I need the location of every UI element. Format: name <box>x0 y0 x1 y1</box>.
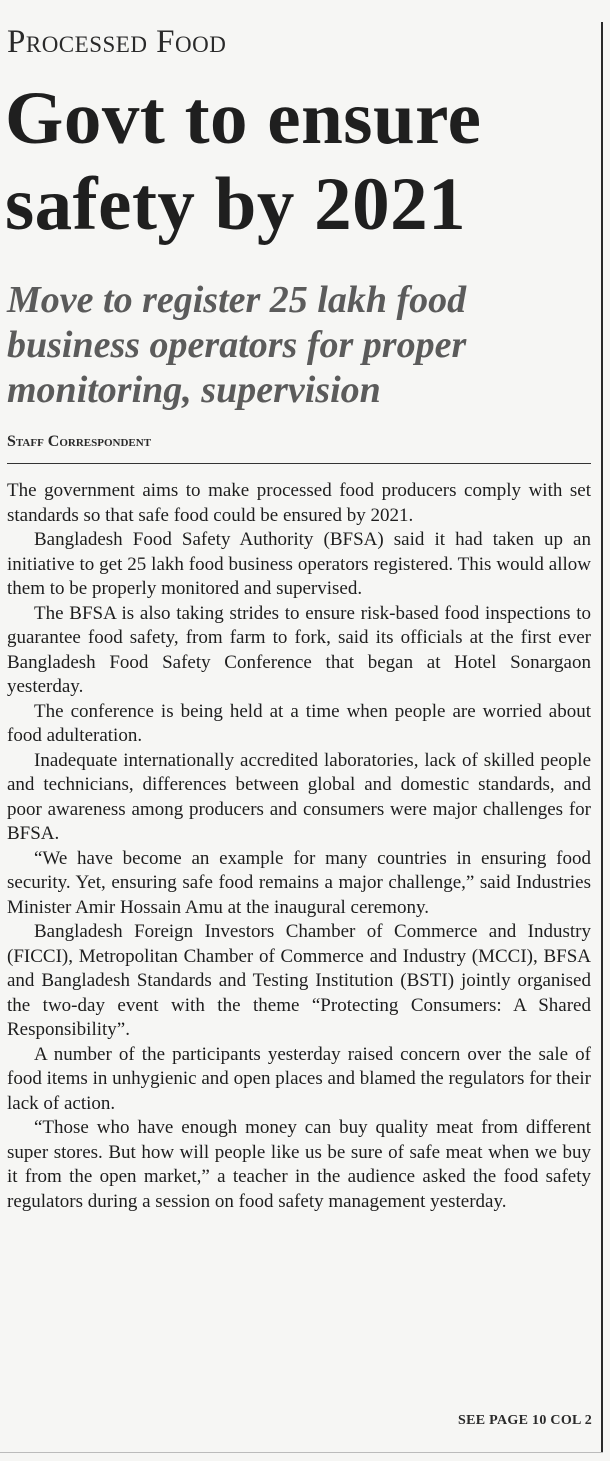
paragraph: The conference is being held at a time when people are worried about food adulteration. <box>7 700 591 746</box>
section-kicker: Processed Food <box>7 24 227 60</box>
paragraph: Inadequate internationally accredited laboratories, lack of skilled people and technicians, differences between global and domestic standards, and poor awareness among producers and consumers were major challenges for BFSA. <box>7 749 591 844</box>
paragraph: “We have become an example for many countries in ensuring food security. Yet, ensuring safe food remains a major challenge,” said Industries Minister Amir Hossain Amu at the inaugural ceremony. <box>7 847 591 918</box>
subheadline: Move to register 25 lakh food business operators for proper monitoring, supervision <box>7 279 467 411</box>
continued-on-page-link[interactable]: SEE PAGE 10 COL 2 <box>458 1413 592 1428</box>
column-rule <box>601 22 603 1452</box>
article-body <box>7 479 591 1214</box>
paragraph: The government aims to make processed food producers comply with set standards so that safe food could be ensured by 2021. <box>7 480 591 526</box>
byline: Staff Correspondent <box>7 433 152 450</box>
paragraph: “Those who have enough money can buy quality meat from different super stores. But how will people like us be sure of safe meat when we buy it from the open market,” a teacher in the audience asked the food safety regulators during a session on food safety management yesterday. <box>7 1117 591 1212</box>
paragraph: Bangladesh Foreign Investors Chamber of Commerce and Industry (FICCI), Metropolitan Chamber of Commerce and Industry (MCCI), BFSA and Bangladesh Standards and Testing Institution (BSTI) jointly organised the two-day event with the theme “Protecting Consumers: A Shared Responsibility”. <box>7 921 591 1040</box>
bottom-divider <box>0 1452 603 1453</box>
paragraph: The BFSA is also taking strides to ensure risk-based food inspections to guarantee food safety, from farm to fork, said its officials at the first ever Bangladesh Food Safety Conference that began at Hotel Sonargaon yesterday. <box>7 602 591 697</box>
headline: Govt to ensure safety by 2021 <box>5 77 482 246</box>
byline-divider <box>7 463 591 464</box>
paragraph: A number of the participants yesterday raised concern over the sale of food items in unhygienic and open places and blamed the regulators for their lack of action. <box>7 1043 591 1114</box>
paragraph: Bangladesh Food Safety Authority (BFSA) said it had taken up an initiative to get 25 lakh food business operators registered. This would allow them to be properly monitored and supervised. <box>7 529 591 599</box>
